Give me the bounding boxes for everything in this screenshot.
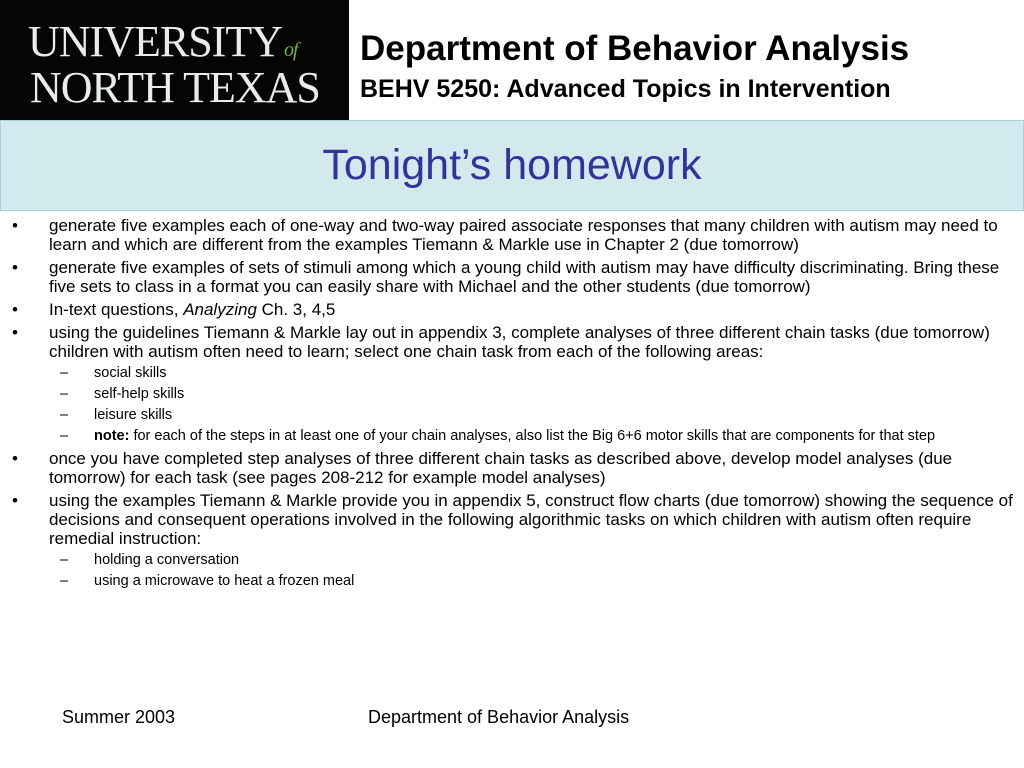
dash-icon: – — [60, 428, 69, 444]
sub-list-item — [12, 386, 1017, 403]
dash-icon: – — [60, 386, 69, 402]
subitem-text: for each of the steps in at least one of your chain analyses, also list the Big 6+6 motor skills that are components for that step — [129, 428, 936, 444]
subitem-text: self-help skills — [94, 386, 185, 402]
course-title: BEHV 5250: Advanced Topics in Intervention — [360, 75, 891, 103]
logo-university-word: UNIVERSITY — [28, 17, 282, 66]
list-item — [12, 449, 1017, 487]
item-text: using the guidelines Tiemann & Markle lay out in appendix 3, complete analyses of three different chain tasks (due tomorrow) children with autism often need to learn; select one chain task from each of the following areas: — [49, 323, 990, 361]
footer-department: Department of Behavior Analysis — [368, 707, 630, 727]
item-text: once you have completed step analyses of three different chain tasks as described above, develop model analyses (due tomorrow) for each task (see pages 208-212 for example model analyses) — [49, 449, 953, 487]
dash-icon: – — [60, 573, 69, 589]
bullet-icon: • — [12, 300, 18, 319]
bullet-icon: • — [12, 216, 18, 235]
item-text-pre: In-text questions, — [49, 300, 184, 319]
item-text: generate five examples each of one-way and two-way paired associate responses that many children with autism may need to learn and which are different from the examples Tiemann & Markle use in Chapter 2 (due tomorrow) — [49, 216, 998, 254]
list-item — [12, 491, 1017, 548]
unt-logo — [0, 0, 349, 120]
bullet-icon: • — [12, 258, 18, 277]
bullet-icon: • — [12, 491, 18, 510]
sub-list-item — [12, 365, 1017, 382]
subitem-text: leisure skills — [94, 407, 173, 423]
item-text-italic: Analyzing — [183, 300, 257, 319]
sub-list-item — [12, 573, 1017, 590]
slide-title: Tonight’s homework — [322, 141, 702, 189]
list-item — [12, 258, 1017, 296]
item-text: using the examples Tiemann & Markle provide you in appendix 5, construct flow charts (due tomorrow) showing the sequence of decisions and consequent operations involved in the following algorithmic tasks on which children with autism often require remedial instruction: — [49, 491, 1013, 548]
dash-icon: – — [60, 365, 69, 381]
list-item — [12, 323, 1017, 361]
dash-icon: – — [60, 552, 69, 568]
subitem-text: using a microwave to heat a frozen meal — [94, 573, 355, 589]
list-item — [12, 216, 1017, 254]
item-text: generate five examples of sets of stimuli among which a young child with autism may have difficulty discriminating. Bring these five sets to class in a format you can easily share with Michael and the other students (due tomorrow) — [49, 258, 1000, 296]
subitem-text: holding a conversation — [94, 552, 240, 568]
logo-university-text — [28, 17, 298, 66]
note-label: note: — [94, 428, 130, 444]
logo-of-word: of — [283, 39, 298, 61]
sub-list-item — [12, 407, 1017, 424]
logo-north-texas-text: NORTH TEXAS — [30, 63, 320, 112]
dash-icon: – — [60, 407, 69, 423]
subitem-text: social skills — [94, 365, 167, 381]
list-item — [12, 300, 1017, 319]
homework-list — [12, 216, 1017, 594]
department-title: Department of Behavior Analysis — [360, 29, 910, 68]
sub-list-item — [12, 552, 1017, 569]
bullet-icon: • — [12, 449, 18, 468]
item-text-post: Ch. 3, 4,5 — [256, 300, 336, 319]
title-band — [0, 120, 1024, 211]
sub-list-item — [12, 428, 1017, 445]
footer-date: Summer 2003 — [62, 707, 176, 727]
bullet-icon: • — [12, 323, 18, 342]
